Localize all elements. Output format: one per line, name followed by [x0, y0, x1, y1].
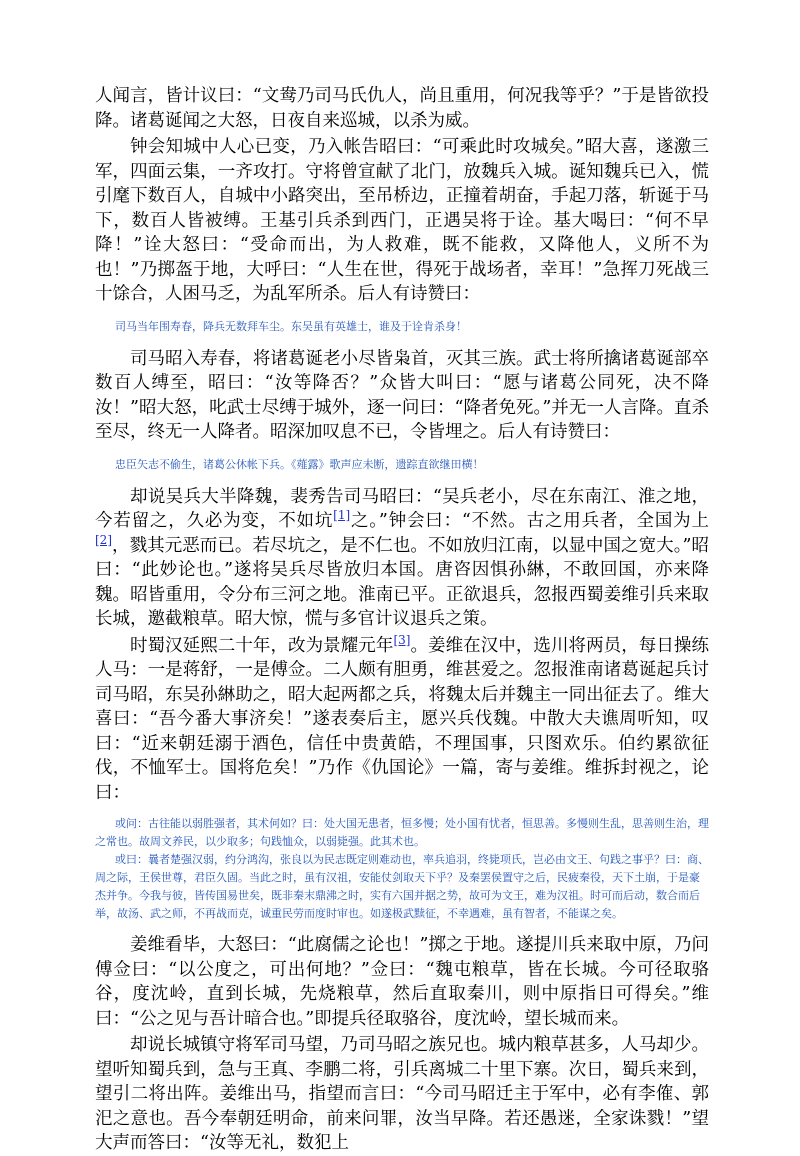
paragraph: [95, 485, 709, 632]
paragraph-text: 时蜀汉延熙二十年，改为景耀元年: [130, 635, 394, 656]
essay-note-block: [95, 815, 709, 923]
footnote-link[interactable]: [1]: [333, 508, 351, 523]
essay-note: 或曰：曩者楚强汉弱，约分鸿沟，张良以为民志既定则难动也，率兵追羽，终毙项氏，岂必由文王、句践之事乎？曰：商、周之际，王侯世尊，君臣久固。当此之时，虽有汉祖，安能仗剑取天下乎？及秦罢侯置守之后，民疲秦役，天下土崩，于是豪杰并争。今我与彼，皆传国易世矣，既非秦末鼎沸之时，实有六国并据之势，故可为文王，难为汉祖。时可而后动，数合而后举，故汤、武之师，不再战而克，诚重民劳而度时审也。如遂极武黩征，不幸遇难，虽有智者，不能谋之矣。: [95, 853, 709, 920]
footnote-link[interactable]: [3]: [393, 632, 411, 647]
poem-note: 忠臣矢志不偷生，诸葛公休帐下兵。《薤露》歌声应未断，遗踪直欲继田横！: [115, 457, 484, 471]
document-page: [95, 84, 709, 1156]
paragraph: [95, 634, 709, 806]
paragraph: 钟会知城中人心已变，乃入帐告昭曰：“可乘此时攻城矣。”昭大喜，遂激三军，四面云集，一齐攻打。守将曾宣献了北门，放魏兵入城。诞知魏兵已入，慌引麾下数百人，自城中小路突出，至吊桥边，正撞着胡奋，手起刀落，斩诞于马下，数百人皆被缚。王基引兵杀到西门，正遇吴将于诠。基大喝曰：“何不早降！”诠大怒曰：“受命而出，为人救难，既不能救，又降他人，义所不为也！”乃掷盔于地，大呼曰：“人生在世，得死于战场者，幸耳！”急挥刀死战三十馀合，人困马乏，为乱军所杀。后人有诗赞曰：: [95, 137, 709, 304]
paragraph: 却说长城镇守将军司马望，乃司马昭之族兄也。城内粮草甚多，人马却少。望听知蜀兵到，急与王真、李鹏二将，引兵离城二十里下寨。次日，蜀兵来到，望引二将出阵。姜维出马，指望而言曰：“今司马昭迁主于军中，必有李傕、郭汜之意也。吾今奉朝廷明命，前来问罪，汝当早降。若还愚迷，全家诛戮！”望大声而答曰：“汝等无礼，数犯上: [95, 1035, 709, 1153]
paragraph-text: 之。”钟会曰：“不然。古之用兵者，全国为上: [350, 511, 709, 531]
paragraph: 司马昭入寿春，将诸葛诞老小尽皆枭首，灭其三族。武士将所擒诸葛诞部卒数百人缚至，昭曰：“汝等降否？”众皆大叫曰：“愿与诸葛公同死，决不降汝！”昭大怒，叱武士尽缚于城外，逐一问曰：“降者免死。”并无一人言降。直杀至尽，终无一人降者。昭深加叹息不已，令皆埋之。后人有诗赞曰：: [95, 348, 709, 442]
paragraph: 人闻言，皆计议曰：“文鸯乃司马氏仇人，尚且重用，何况我等乎？”于是皆欲投降。诸葛诞闻之大怒，日夜自来巡城，以杀为威。: [95, 86, 709, 131]
paragraph-text: 。姜维在汉中，选川将两员，每日操练人马：一是蒋舒，一是傅佥。二人颇有胆勇，维甚爱之。忽报淮南诸葛诞起兵讨司马昭，东吴孙綝助之，昭大起两都之兵，将魏太后并魏主一同出征去了。维大喜曰：“吾今番大事济矣！”遂表奏后主，愿兴兵伐魏。中散大夫谯周听知，叹曰：“近来朝廷溺于酒色，信任中贵黄皓，不理国事，只图欢乐。伯约累欲征伐，不恤军士。国将危矣！”乃作《仇国论》一篇，寄与姜维。维拆封视之，论曰：: [95, 635, 709, 803]
paragraph: 姜维看毕，大怒曰：“此腐儒之论也！”掷之于地。遂提川兵来取中原，乃问傅佥曰：“以公度之，可出何地？”佥曰：“魏屯粮草，皆在长城。今可径取骆谷，度沈岭，直到长城，先烧粮草，然后直取秦川，则中原指日可得矣。”维曰：“公之见与吾计暗合也。”即提兵径取骆谷，度沈岭，望长城而来。: [95, 935, 709, 1029]
poem-note: 司马当年围寿春，降兵无数拜车尘。东吴虽有英雄士，谁及于诠肯杀身！: [115, 319, 467, 333]
footnote-link[interactable]: [2]: [95, 532, 112, 547]
essay-note: 或问：古往能以弱胜强者，其术何如？曰：处大国无患者，恒多慢；处小国有忧者，恒思善。多慢则生乱，思善则生治，理之常也。故周文养民，以少取多；句践恤众，以弱毙强。此其术也。: [95, 817, 709, 848]
paragraph-text: 却说吴兵大半降魏，裴秀告司马昭曰：“吴兵老小，尽在东南江、淮之地，今若留之，久必为变，不如坑: [95, 486, 709, 531]
paragraph-text: ，戮其元恶而已。若尽坑之，是不仁也。不如放归江南，以显中国之宽大。”昭曰：“此妙论也。”遂将吴兵尽皆放归本国。唐咨因惧孙綝，不敢回国，亦来降魏。昭皆重用，令分布三河之地。淮南已平。正欲退兵，忽报西蜀姜维引兵来取长城，邀截粮草。昭大惊，慌与多官计议退兵之策。: [95, 535, 709, 629]
